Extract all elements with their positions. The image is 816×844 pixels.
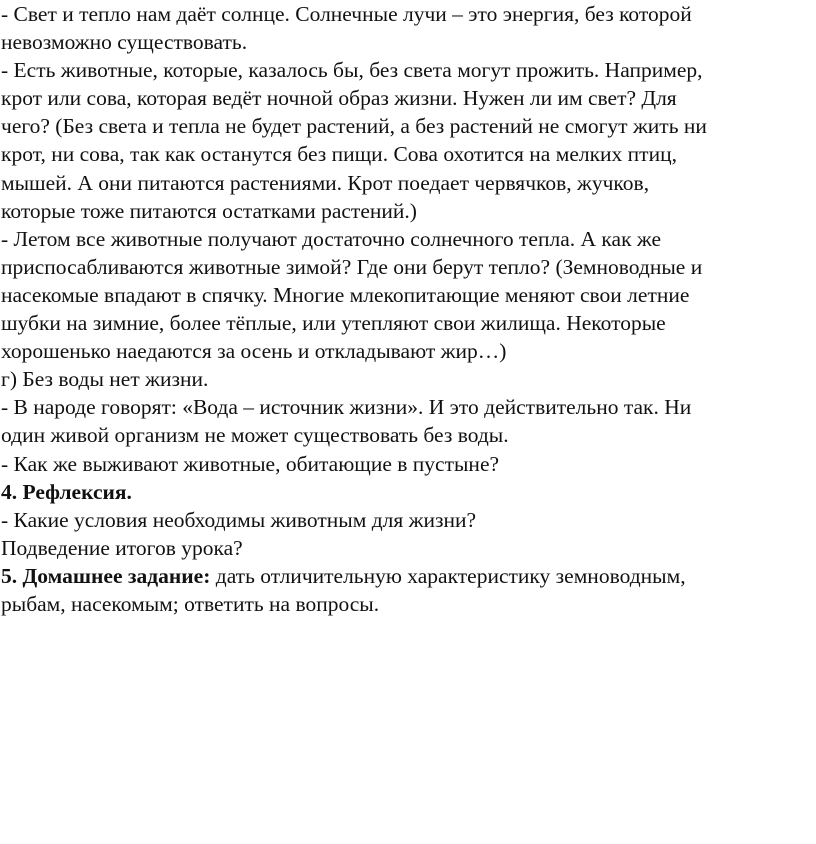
text-line: г) Без воды нет жизни. (1, 367, 209, 392)
text-line: мышей. А они питаются растениями. Крот поедает червячков, жучков, (1, 170, 650, 195)
text-line: хорошенько наедаются за осень и откладывают жир…) (1, 339, 507, 364)
text-line: насекомые впадают в спячку. Многие млекопитающие меняют свои летние (1, 282, 690, 307)
text-line: - Свет и тепло нам даёт солнце. Солнечные лучи – это энергия, без которой (1, 2, 692, 26)
text-line: - Есть животные, которые, казалось бы, без света могут прожить. Например, (1, 58, 703, 83)
homework-text: дать отличительную характеристику земноводным, (210, 563, 686, 588)
text-line: которые тоже питаются остатками растений.) (1, 198, 417, 223)
lesson-summary: Подведение итогов урока? (1, 535, 243, 560)
text-line: - Как же выживают животные, обитающие в пустыне? (1, 451, 500, 476)
text-line: чего? (Без света и тепла не будет растений, а без растений не смогут жить ни (1, 114, 707, 139)
text-line: невозможно существовать. (1, 30, 248, 55)
text-line: шубки на зимние, более тёплые, или утепляют свои жилища. Некоторые (1, 311, 666, 336)
text-line: крот или сова, которая ведёт ночной образ жизни. Нужен ли им свет? Для (1, 86, 677, 111)
reflection-question: - Какие условия необходимы животным для жизни? (1, 507, 477, 532)
reflection-heading: 4. Рефлексия. (1, 479, 132, 504)
text-line: - Летом все животные получают достаточно солнечного тепла. А как же (1, 226, 662, 251)
text-line: - В народе говорят: «Вода – источник жизни». И это действительно так. Ни (1, 395, 692, 420)
homework-label: 5. Домашнее задание: (1, 563, 211, 588)
homework-line (1, 562, 816, 590)
homework-text-continued: рыбам, насекомым; ответить на вопросы. (1, 591, 380, 616)
text-line: один живой организм не может существовать без воды. (1, 423, 509, 448)
text-line: приспосабливаются животные зимой? Где они берут тепло? (Земноводные и (1, 254, 703, 279)
text-line: крот, ни сова, так как останутся без пищи. Сова охотится на мелких птиц, (1, 142, 677, 167)
